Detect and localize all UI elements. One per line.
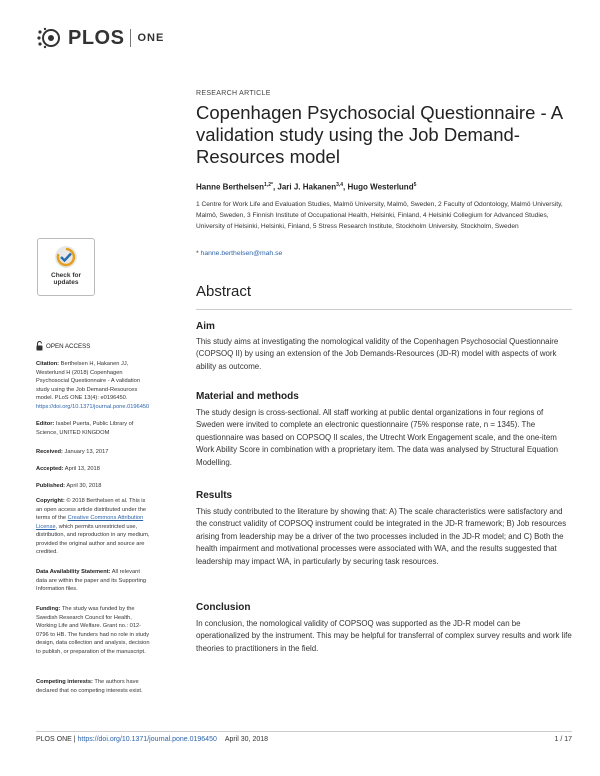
plos-logo-icon	[36, 27, 66, 49]
citation-label: Citation:	[36, 361, 60, 367]
badge-label-line2: updates	[53, 279, 79, 286]
corresponding-mark: *	[270, 182, 273, 188]
funding-block	[36, 605, 152, 656]
author-affiliation-sup: 3,4	[336, 182, 344, 188]
received-block	[36, 448, 152, 457]
data-availability-text: All relevant data are within the paper and its Supporting Information files.	[36, 569, 147, 592]
author-affiliation-sup: 1,2	[264, 182, 271, 188]
copyright-text-continued: , which permits unrestricted use, distribution, and reproduction in any medium, provided the original author and source are credited.	[36, 523, 150, 555]
accepted-block	[36, 465, 152, 474]
accepted-text: April 13, 2018	[64, 466, 100, 472]
copyright-label: Copyright:	[36, 498, 65, 504]
author-name: Jari J. Hakanen	[277, 182, 337, 192]
data-availability-label: Data Availability Statement:	[36, 569, 111, 575]
corresponding-email-link[interactable]: hanne.berthelsen@mah.se	[200, 250, 283, 257]
data-availability-block	[36, 568, 152, 594]
funding-label: Funding:	[36, 606, 61, 612]
section-text: This study contributed to the literature by showing that: A) The scale characteristics were satisfactory and the construct validity of COPSOQ instrument could be integrated in the JD-R framework; B) Job resources arising from leadership may be a driver of the two processes included in the JD-R model; and C) Both the health impairment and motivational processes were associated with WA, and the results suggested that leadership may impact WA, in particularly by securing task resources.	[196, 507, 567, 566]
citation-text: Berthelsen H, Hakanen JJ, Westerlund H (2018) Copenhagen Psychosocial Questionnaire - A validation study using the Job Demand-Resources model. PLoS ONE 13(4): e0196450.	[36, 361, 141, 401]
author-name: Hugo Westerlund	[347, 182, 414, 192]
received-label: Received:	[36, 449, 63, 455]
editor-text: Isabel Puerta, Public Library of Science, UNITED KINGDOM	[36, 421, 134, 436]
author-list: Hanne Berthelsen$^{1,2*}$, Jari J. Hakanen$^{3,4}$, Hugo Westerlund$^5$	[196, 182, 417, 192]
footer-divider	[36, 731, 572, 732]
section-heading: Results	[196, 490, 233, 501]
section-heading: Conclusion	[196, 602, 251, 613]
author-name: Hanne Berthelsen	[196, 182, 265, 192]
abstract-divider	[196, 309, 572, 310]
license-link[interactable]: Creative Commons Attribution License	[36, 515, 144, 530]
competing-interests-label: Competing interests:	[36, 679, 93, 685]
corresponding-mark: *	[196, 250, 199, 257]
citation-block	[36, 360, 152, 411]
open-lock-icon	[36, 341, 43, 351]
editor-label: Editor:	[36, 421, 55, 427]
section-text: In conclusion, the nomological validity of COPSOQ was supported as the JD-R model can be operationalized by the instrument. This may be helpful for transferral of complex survey results and work life theories to practitioners in the field.	[196, 619, 572, 653]
corresponding-email-line	[196, 250, 572, 257]
copyright-block	[36, 497, 152, 557]
accepted-label: Accepted:	[36, 466, 64, 472]
article-title: Copenhagen Psychosocial Questionnaire - A validation study using the Job Demand-Resources model	[196, 102, 563, 167]
plos-one-logo	[36, 26, 164, 50]
funding-text: The study was funded by the Swedish Research Council for Health, Working Life and Welfare. Grant no.: 012-0796 to HB. The funders had no role in study design, data collection and analysis, decision to publish, or preparation of the manuscript.	[36, 606, 150, 655]
article-type: RESEARCH ARTICLE	[196, 90, 271, 97]
footer-doi-link[interactable]: https://doi.org/10.1371/journal.pone.0196450	[77, 736, 217, 743]
author-affiliation-sup: 5	[413, 182, 417, 188]
page-number: 1 / 17	[554, 736, 572, 743]
received-text: January 13, 2017	[64, 449, 109, 455]
published-text: April 30, 2018	[66, 483, 102, 489]
section-text: This study aims at investigating the nomological validity of the Copenhagen Psychosocial Questionnaire (COPSOQ II) by using an extension of the Job Demands-Resources (JD-R) model with aspects of work ability as outcome.	[196, 337, 559, 371]
logo-divider	[130, 29, 131, 47]
open-access-text: OPEN ACCESS	[46, 342, 91, 350]
published-block	[36, 482, 152, 491]
section-heading: Material and methods	[196, 391, 299, 402]
footer-date: April 30, 2018	[224, 736, 269, 743]
badge-label-line1: Check for	[51, 272, 81, 279]
plos-wordmark: PLOS	[68, 26, 125, 49]
competing-interests-block	[36, 678, 152, 695]
open-access-label	[36, 341, 90, 351]
footer-journal: PLOS ONE	[36, 736, 72, 743]
section-text: The study design is cross-sectional. All staff working at public dental organizations in four regions of Sweden were invited to complete an electronic questionnaire (75% response rate, n = 1345). The questionnaire was based on COPSOQ II scales, the Utrecht Work Engagement scale, and the one-item Work Ability Score in combination with a proprietary item. The data was analysed by Structural Equation Modelling.	[196, 408, 558, 467]
published-label: Published:	[36, 483, 66, 489]
citation-doi-link[interactable]: https://doi.org/10.1371/journal.pone.0196450	[36, 403, 150, 410]
section-heading: Aim	[196, 321, 215, 332]
affiliations: 1 Centre for Work Life and Evaluation Studies, Malmö University, Malmö, Sweden, 2 Faculty of Odontology, Malmö University, Malmö, Sweden, 3 Finnish Institute of Occupational Health, Helsinki, Finland, 4 Helsinki Collegium for Advanced Studies, University of Helsinki, Helsinki, Finland, 5 Stress Research Institute, Stockholm University, Stockholm, Sweden	[196, 201, 563, 230]
footer-separator: |	[73, 736, 76, 743]
check-for-updates-badge[interactable]	[37, 238, 95, 296]
journal-wordmark: ONE	[137, 32, 165, 44]
copyright-text: © 2018 Berthelsen et al. This is an open access article distributed under the terms of the	[36, 498, 147, 521]
competing-interests-text: The authors have declared that no competing interests exist.	[36, 679, 143, 694]
check-updates-icon	[55, 246, 77, 268]
footer-citation	[36, 736, 268, 743]
abstract-heading: Abstract	[196, 283, 252, 300]
editor-block	[36, 420, 152, 437]
